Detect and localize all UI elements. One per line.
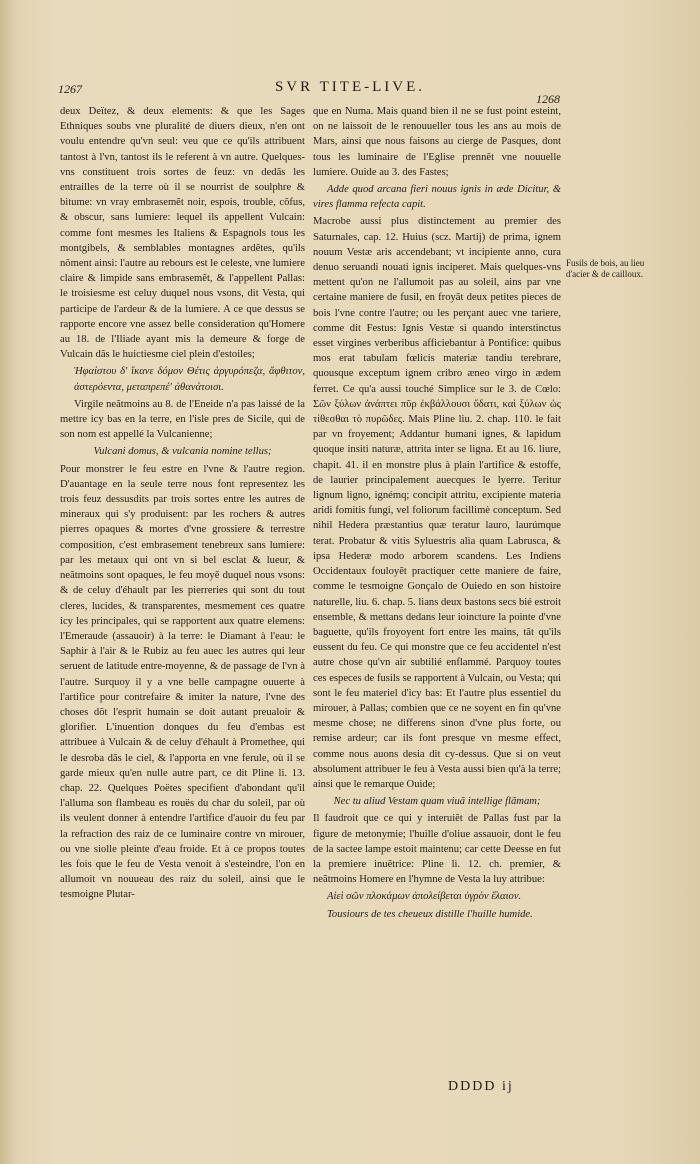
latin-quotation: Vulcani domus, & vulcania nomine tellus;	[93, 446, 272, 458]
paragraph: que en Numa. Mais quand bien il ne se fust point esteint, on ne laissoit de le renouueller tous les ans au mois de Mars, ainsi que nous faisons au cierge de Pasques, dont tous les luminaire de l'Eglise prennẽt vne nouuelle lumiere. Ouide au 3. des Fastes;	[313, 106, 561, 178]
right-column	[313, 104, 561, 1059]
paragraph: deux Deïtez, & deux elements: & que les Sages Ethniques soubs vne pluralité de diuers dieux, n'en ont voulu entendre qu'vn seul: veu que ce qu'ils attribuent tantost à l'vn, tantost ils le referent à vn autre. Quelques-vns constituent trois sortes de feuz: vn dedãs les entrailles de la terre où il se nourrist de soulphre & bitume: vn vray embrasemẽt noir, espois, trouble, cõfus, & obscur, sans lumiere: lequel ils appellent Vulcain: comme font mesmes les Italiens & Espagnols tous les montgibels, & semblables montagnes ardẽtes, qu'ils nõment ainsi: l'autre au rebours est le celeste, vne lumiere claire & limpide sans embrasemẽt, & l'appellent Pallas: le troisiesme est celuy duquel nous vsons, dit Vesta, qui participe de l'ardeur & de la lumiere. A ce que dessus se rapporte encore vne assez belle consideration qu'Homere au 18. de l'Iliade ayant mis la demeure & forge de Vulcain dãs le huictiesme ciel plein d'estoiles;	[60, 106, 305, 361]
paragraph: Pour monstrer le feu estre en l'vne & l'autre region. D'auantage en la seule terre nous font representez les trois feuz dessusdits par trois sortes entre les autres de mineraux qui s'y produisent: par les rochers & autres pierres opaques & mortes d'vne grossiere & terrestre composition, c'est embrasement tenebreux sans lumiere: par les metaux qui ont vn si bel esclat & lueur, & neãtmoins sont opaques, le feu moyẽ duquel nous vsons: & de celuy d'éhault par les pierreries qui sont du tout cleres, lucides, & transparentes, mesmement ces quatre icy les principales, qui se rapportent aux quatre elemens: l'Emeraude (assauoir) à la terre: le Diamant à l'eau: le Saphir à l'air & le Rubiz au feu auec les autres qui leur seruent de latitude entre-moyenne, & de passage de l'vn à l'autre. Surquoy il y a vne belle campagne ouuerte à l'artifice pour contrefaire & imiter la nature, l'vne des choses dõt l'esprit humain se doit autant preualoir & glorifier. L'inuention donques du feu d'embas est attribuee à Vulcain & de celuy d'éhault à Promethee, qui le desroba dãs le ciel, & l'apporta en vne ferule, où il se garde mieux qu'en nulle autre part, ce dit Pline li. 13. chap. 22. Quelques Poëtes specifient d'abondant qu'il l'alluma son flambeau es rouës du char du soleil, par où ils veulent donner à entendre l'artifice d'auoir du feu par la refraction des raiz de ce luminaire contre vn mirouer, ou vne siolle pleinte d'eau froide. Et à ce propos toutes les fois que le feu de Vesta venoit à s'esteindre, l'on en allumoit vn nouueau des raiz du soleil, ainsi que le tesmoigne Plutar-	[60, 463, 305, 901]
paragraph: Virgile neãtmoins au 8. de l'Eneide n'a pas laissé de la mettre icy bas en la terre, en l'isle pres de Sicile, qui de son nom est appellé la Vulcanienne;	[60, 398, 305, 441]
signature-mark: DDDD ij	[448, 1079, 514, 1094]
margin-note: Fusils de bois, au lieu d'acier & de cailloux.	[566, 258, 645, 279]
french-translation: Tousiours de tes cheueux distille l'huille humide.	[327, 908, 533, 920]
latin-quotation: Adde quod arcana fieri nouus ignis in æde Dicitur, & vires flamma refecta capit.	[313, 184, 561, 211]
running-head: SVR TITE-LIVE.	[274, 79, 426, 95]
greek-quotation: Αἰεὶ σῶν πλοκάμων ἀπολείβεται ὑγρὸν ἔλαιον.	[327, 891, 522, 903]
page-number-left: 1267	[58, 82, 82, 96]
paragraph: Il faudroit que ce qui y interuiẽt de Pallas fust par la figure de metonymie; l'huille d'oliue assauoir, dont le feu de la sactee lampe estoit maintenu; car cette Deesse en fut la premiere inuẽtrice: Pline li. 12. ch. premier, & neãtmoins Homere en l'hymne de Vesta la luy attribue:	[313, 813, 561, 886]
page-number-right: 1268	[536, 92, 560, 106]
latin-quotation: Nec tu aliud Vestam quam viuã intellige flãmam;	[333, 796, 541, 808]
left-column	[60, 104, 305, 1104]
greek-quotation: Ἡφαίστου δ' ἵκανε δόμον Θέτις ἀργυρόπεζα, ἄφθιτον, ἀστερόεντα, μεταπρεπέ' ἀθανάτοισι.	[74, 366, 305, 393]
paragraph: Macrobe aussi plus distinctement au premier des Saturnales, cap. 12. Huius (scz. Martij) de prima, ignem nouum Vestæ aris accendebant; vt incipiente anno, cura denuo seruandi nouati ignis inciperet. Mais quelques-vns mettent qu'on ne l'allumoit pas au soleil, ains par vne certaine maniere de fusil, en froyãt deux petites pieces de bois l'vne contre l'autre; ou les perçant auec vne tariere, comme dit Festus: Ignis Vestæ si quando interstinctus esset virgines verberibus afficiebantur à Pontifice: quibus mos erat tabulam fœlicis materiæ tandiu terebrare, quousque exceptum ignem cribro æneo virgo in ædem ferret. Ce qu'a aussi touché Simplice sur le 3. de Cœlo: Σῶν ξύλων ἀνάπτει πῦρ ἐκβάλλουσι ὕδατι, καὶ ξύλων ὡς τίθεσθαι τὸ πυρῶδες. Mais Pline liu. 2. chap. 110. le fait par vn froyement; Addantur humani ignes, & lapidum quoque insiti naturæ, attrita inter se ligna. Et au 16. liure, chapit. 41. il en monstre plus à plain l'artifice & estoffe, de laurier principalement auecques le lyerre. Teritur lignum ligno, ignémq; concipit attritu, excipiente materia aridi fomitis fungi, vel foliorum facillimè conceptum. Sed nihil Hedera præstantius quæ teratur lauro, laurúmque terat. Probatur & vitis Syluestris alia quam Labrusca, & ipsa Hederæ modo arborem scandens. Les Indiens Occidentaux fouloyẽt practiquer cette maniere de faire, comme le tesmoigne Gonçalo de Ouiedo en son histoire naturelle, liu. 6. chap. 5. lians deux bastons secs bié estroit ensemble, & mettans dedans leur ioincture la pointe d'vne baguette, qu'ils froyoyent fort entre les mains, tãt qu'ils eussent du feu. Ce qui monstre que ce feu accidentel n'est autre chose qu'vn air subtilié enflammé. Parquoy toutes ces especes de fusils se rapportent à Vulcain, ou Vesta; qui sont le feu materiel d'icy bas: Et l'autre plus essentiel du mirouer, à Pallas; combien que ce ne soyent en fin qu'vne mesme chose; ne differens sinon d'vne plus forte, ou remise ardeur; car ils font presque vn mesme effect, comme nous auons desia dit cy-dessus. Que si on veut absolument attribuer le feu à Vesta aussi bien qu'à la terre; ainsi que le remarque Ouide;	[313, 216, 561, 790]
